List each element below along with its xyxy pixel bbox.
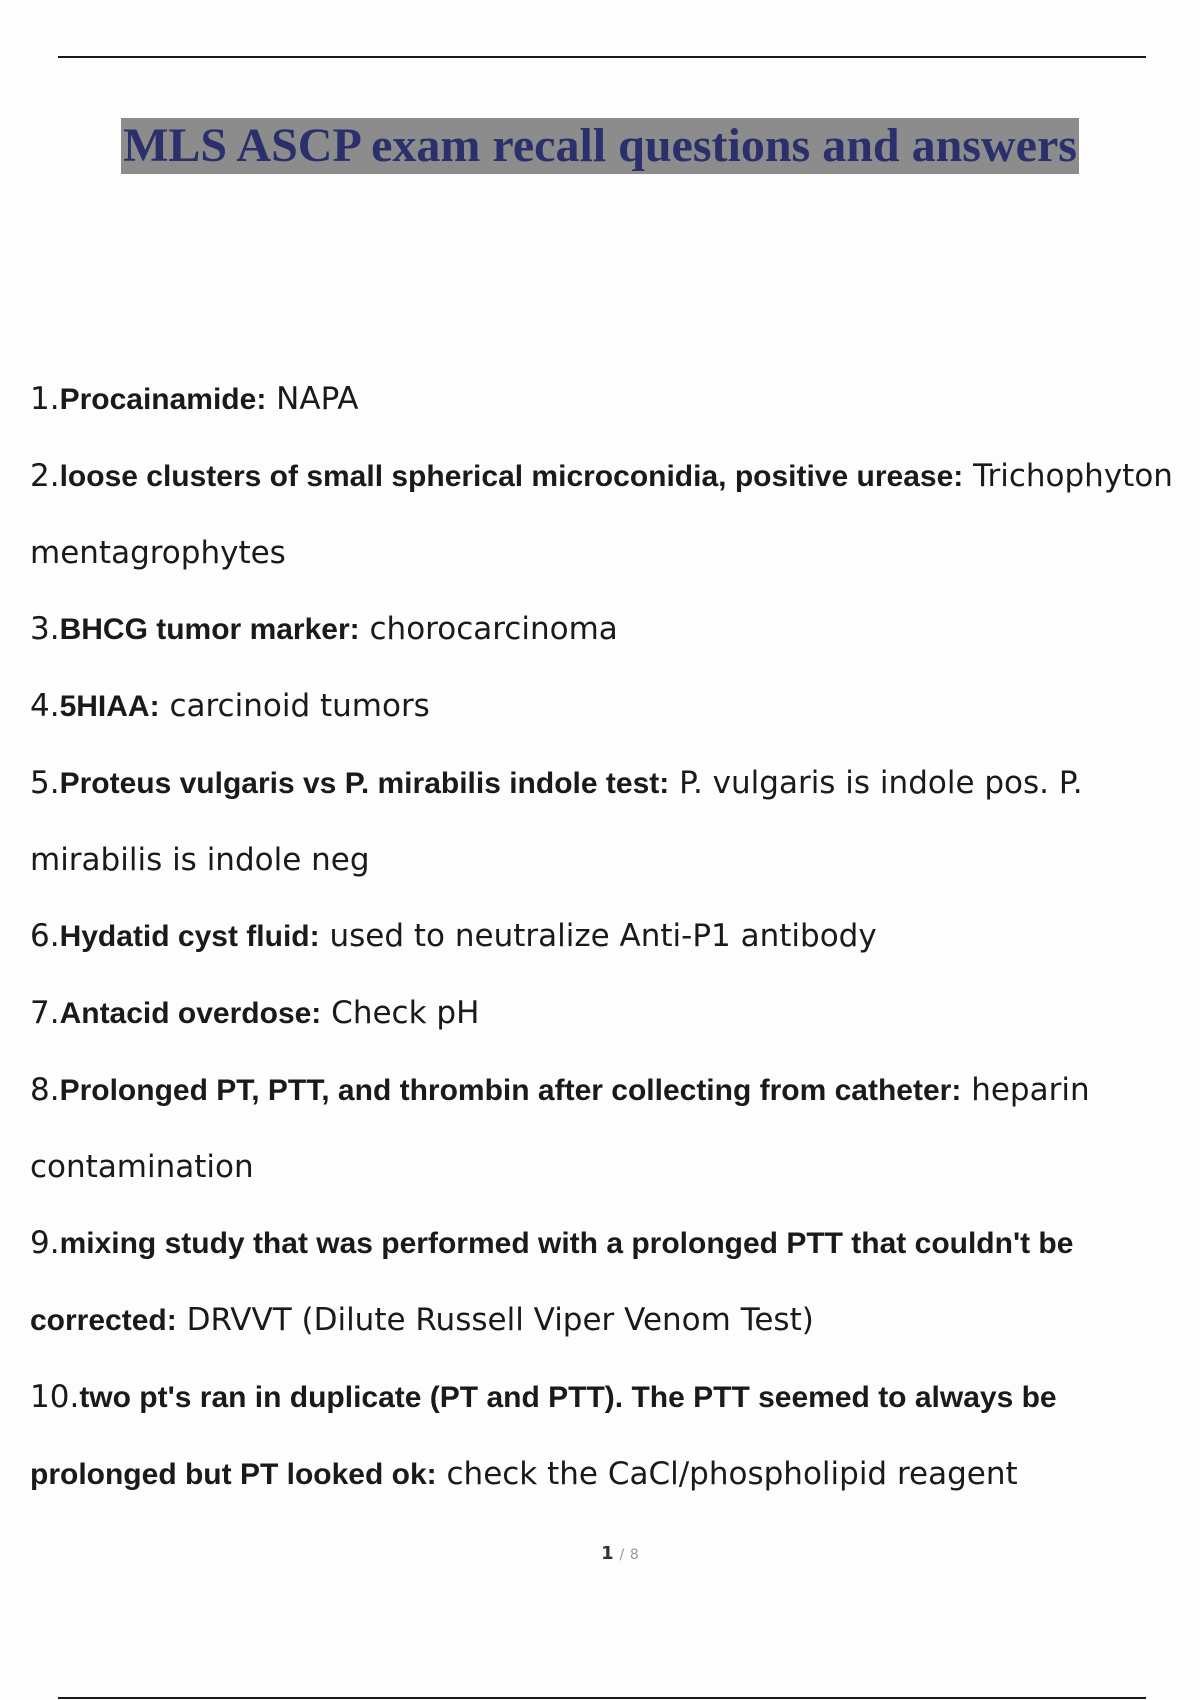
answer: Trichophyton mentagrophytes: [30, 458, 1173, 571]
qa-item-6: [30, 898, 1180, 975]
item-number: 3.: [30, 611, 60, 647]
item-number: 6.: [30, 918, 60, 954]
qa-item-7: [30, 975, 1180, 1052]
qa-item-1: [30, 361, 1180, 438]
question: Prolonged PT, PTT, and thrombin after collecting from catheter:: [59, 1074, 962, 1107]
qa-item-10: [30, 1359, 1180, 1513]
qa-item-2: [30, 438, 1180, 591]
document-title: MLS ASCP exam recall questions and answers: [123, 119, 1077, 172]
title-container: [0, 118, 1200, 174]
item-number: 8.: [30, 1072, 60, 1108]
question: Procainamide:: [59, 383, 267, 416]
top-rule: [58, 56, 1146, 58]
item-number: 2.: [30, 458, 60, 494]
answer: P. vulgaris is indole pos. P. mirabilis is indole neg: [30, 765, 1083, 878]
page-indicator: [0, 1543, 1200, 1564]
qa-item-9: [30, 1205, 1180, 1359]
question: BHCG tumor marker:: [59, 613, 360, 646]
answer: Check pH: [331, 995, 480, 1031]
item-number: 1.: [30, 381, 60, 417]
question: Proteus vulgaris vs P. mirabilis indole test:: [59, 767, 670, 800]
answer: used to neutralize Anti-P1 antibody: [329, 918, 877, 954]
qa-list: [30, 361, 1180, 1513]
qa-item-3: [30, 591, 1180, 668]
item-number: 10.: [30, 1379, 80, 1415]
answer: NAPA: [276, 381, 359, 417]
question: Hydatid cyst fluid:: [59, 920, 320, 953]
question: Antacid overdose:: [59, 997, 322, 1030]
page-separator: /: [619, 1547, 625, 1563]
answer: heparin contamination: [30, 1072, 1090, 1185]
qa-item-4: [30, 668, 1180, 745]
qa-item-5: [30, 745, 1180, 898]
current-page: 1: [601, 1543, 614, 1564]
answer: carcinoid tumors: [169, 688, 430, 724]
item-number: 5.: [30, 765, 60, 801]
answer: chorocarcinoma: [369, 611, 618, 647]
question: mixing study that was performed with a prolonged PTT that couldn't be corrected:: [30, 1227, 1074, 1337]
qa-item-8: [30, 1052, 1180, 1205]
question: 5HIAA:: [59, 690, 160, 723]
total-pages: 8: [629, 1547, 639, 1563]
answer: check the CaCl/phospholipid reagent: [446, 1456, 1018, 1492]
bottom-rule: [58, 1697, 1146, 1699]
answer: DRVVT (Dilute Russell Viper Venom Test): [186, 1302, 814, 1338]
item-number: 4.: [30, 688, 60, 724]
question: loose clusters of small spherical microconidia, positive urease:: [59, 460, 964, 493]
item-number: 7.: [30, 995, 60, 1031]
question: two pt's ran in duplicate (PT and PTT). The PTT seemed to always be prolonged but PT looked ok:: [30, 1381, 1057, 1491]
item-number: 9.: [30, 1225, 60, 1261]
